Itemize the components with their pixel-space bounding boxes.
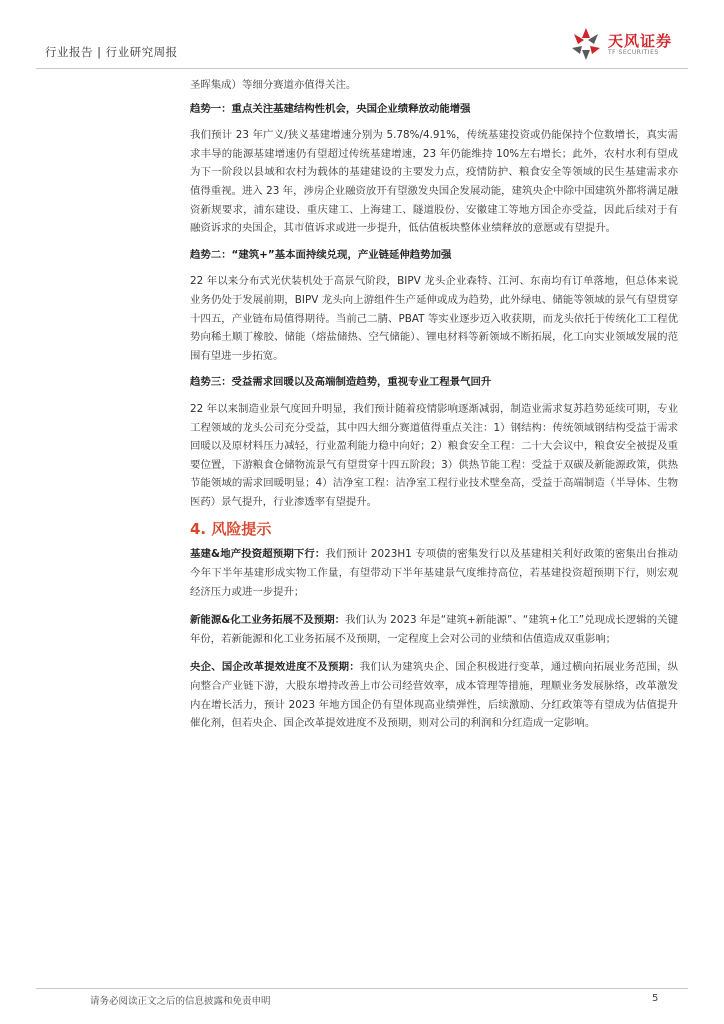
trend-one-heading: 趋势一：重点关注基建结构性机会，央国企业绩释放动能增强 [190, 102, 471, 115]
logo-chinese-name: 天风证券 [608, 32, 673, 50]
logo-english-name: TF SECURITIES [608, 49, 659, 56]
risk-item-lead: 基建&地产投资超预期下行： [190, 548, 326, 561]
risk-item [190, 611, 678, 648]
risk-item [190, 658, 678, 732]
main-content [190, 76, 678, 743]
footer-divider [36, 988, 688, 989]
risk-item-text: 我们认为 2023 年是“建筑+新能源”、“建筑+化工”兑现成长逻辑的关键年份，若新能源和化工业务拓展不及预期，一定程度上会对公司的业绩和估值造成双重影响； [190, 614, 678, 645]
risk-item-lead: 新能源&化工业务拓展不及预期： [190, 614, 346, 627]
risk-section-title: 4. 风险提示 [190, 520, 272, 539]
page-number: 5 [652, 993, 659, 1004]
risk-item-lead: 央企、国企改革提效进度不及预期： [190, 661, 360, 674]
trend-three-paragraph: 22 年以来制造业景气度回升明显，我们预计随着疫情影响逐渐减弱，制造业需求复苏趋势延续可期，专业工程领域的龙头公司充分受益，其中四大细分赛道值得重点关注：1）钢结构：传统领域钢结构受益于需求回暖以及原材料压力减轻，行业盈利能力稳中向好；2）粮食安全工程：二十大会议中，粮食安全被提及重要位置，下游粮食仓储物流景气有望贯穿十四五阶段；3）供热节能工程：受益于双碳及新能源政策，供热节能领域的需求回暖明显；4）洁净室工程：洁净室工程行业技术壁垒高，受益于高端制造（半导体、生物医药）景气提升，行业渗透率有望提升。 [190, 402, 678, 508]
logo-mark-icon [568, 26, 604, 62]
risk-item [190, 545, 678, 601]
trend-one-paragraph: 我们预计 23 年广义/狭义基建增速分别为 5.78%/4.91%，传统基建投资或仍能保持个位数增长，真实需求丰导的能源基建增速仍有望超过传统基建增速，23 年仍能维持 10%左右增长；此外，农村水利有望成为下一阶段以县域和农村为载体的基建建设的主要发力点，疫情防护、粮食安全等领域的民生基建需求亦值得重视。进入 23 年，涉房企业融资放开有望激发央国企发展动能，建筑央企中除中国建筑外都将满足融资新规要求，浦东建设、重庆建工、上海建工、隧道股份、安徽建工等地方国企亦受益，因此后续对于有融资诉求的央国企，其市值诉求或进一步提升，低估值板块整体业绩释放的意愿或有望提升。 [190, 129, 678, 235]
risk-item-text: 我们认为建筑央企、国企积极进行变革，通过横向拓展业务范围，纵向整合产业链下游，大股东增持改善上市公司经营效率，成本管理等措施，理顺业务发展脉络，改革激发内在增长活力，预计 2023 年地方国企仍有望体现高业绩弹性，后续激励、分红政策等有望成为估值提升催化剂，但若央企、国企改革提效进度不及预期，则对公司的利润和分红造成一定影响。 [190, 661, 679, 730]
trend-two-heading: 趋势二：“建筑+”基本面持续兑现，产业链延伸趋势加强 [190, 248, 452, 261]
report-category: 行业报告 | 行业研究周报 [45, 45, 178, 59]
header-divider [36, 68, 688, 69]
footer-disclaimer: 请务必阅读正文之后的信息披露和免责申明 [90, 996, 271, 1007]
trend-two-paragraph: 22 年以来分布式光伏装机处于高景气阶段，BIPV 龙头企业森特、江河、东南均有订单落地，但总体来说业务仍处于发展前期，BIPV 龙头向上游组件生产延伸或成为趋势，此外绿电、储能等领域的景气有望贯穿十四五，产业链布局值得期待。当前己二腈、PBAT 等实业逐步迈入收获期，而龙头依托于传统化工工程优势向稀土顺丁橡胶、储能（熔盐储热、空气储能）、锂电材料等新领域不断拓展，化工向实业领域发展的范围有望进一步拓宽。 [190, 275, 678, 362]
risk-item-text: 我们预计 2023H1 专项债的密集发行以及基建相关利好政策的密集出台推动今年下半年基建形成实物工作量，有望带动下半年基建景气度维持高位，若基建投资超预期下行，则宏观经济压力或进一步提升； [190, 548, 678, 598]
company-logo [568, 26, 688, 62]
intro-tail-paragraph: 圣晖集成）等细分赛道亦值得关注。 [190, 79, 357, 91]
trend-three-heading: 趋势三：受益需求回暖以及高端制造趋势，重视专业工程景气回升 [190, 376, 492, 389]
